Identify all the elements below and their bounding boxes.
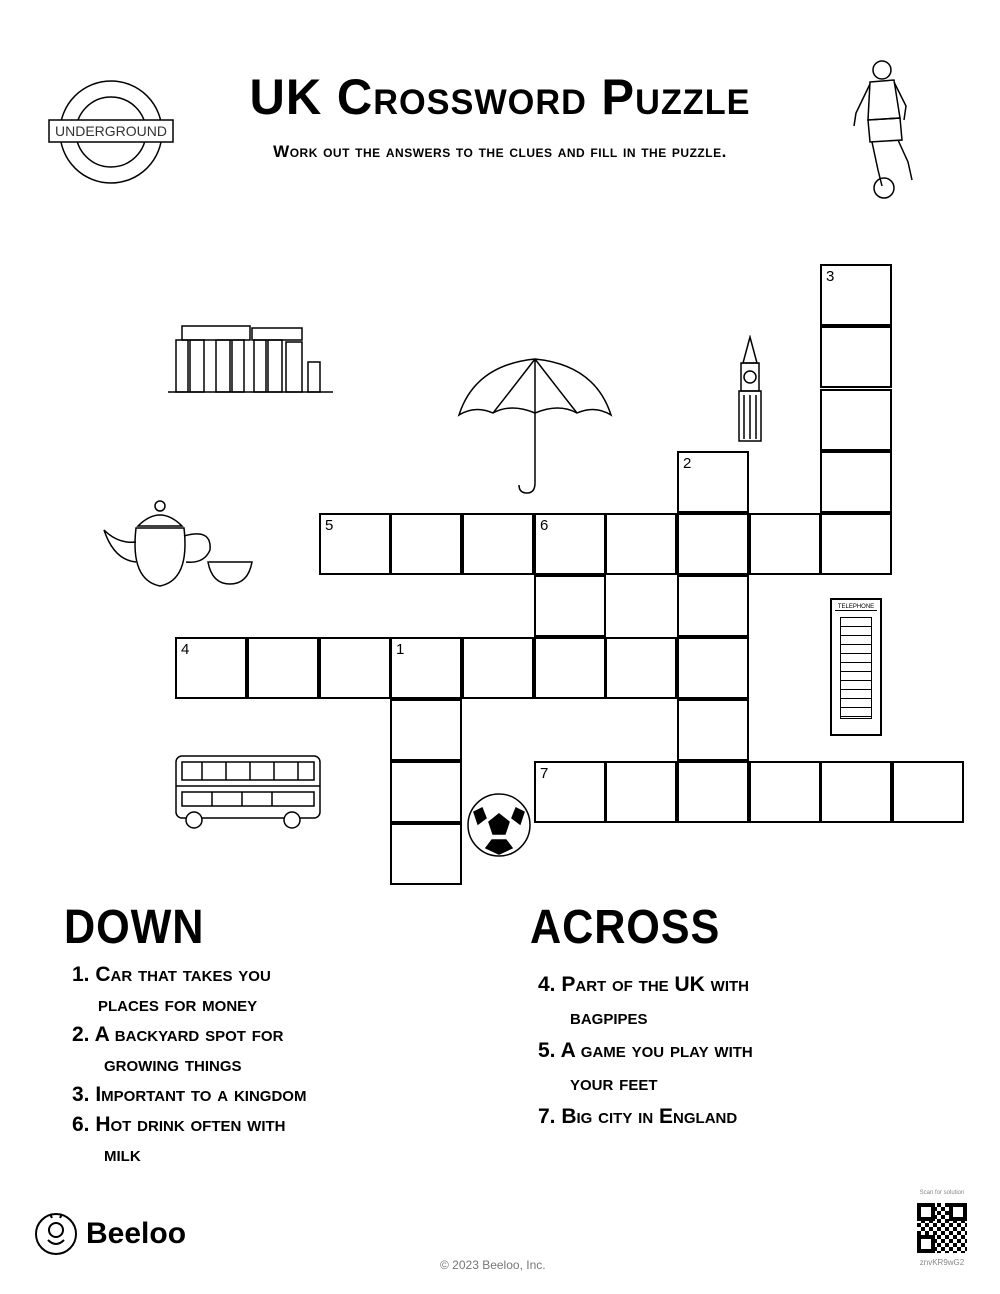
grid-cell[interactable] xyxy=(749,761,821,823)
across-heading: ACROSS xyxy=(530,901,721,954)
qr-code[interactable] xyxy=(917,1203,967,1253)
across-clue-7: 7. Big city in England xyxy=(538,1105,738,1128)
clue-number: 5 xyxy=(325,517,334,534)
grid-cell[interactable] xyxy=(605,513,677,575)
across-clue-5: 5. A game you play with your feet xyxy=(538,1039,753,1095)
across-clue-4: 4. Part of the UK with bagpipes xyxy=(538,973,750,1029)
down-clue-3: 3. Important to a kingdom xyxy=(72,1083,307,1106)
grid-cell[interactable] xyxy=(319,637,391,699)
footballer-illustration xyxy=(848,58,928,205)
grid-cell[interactable] xyxy=(390,699,462,761)
grid-cell[interactable] xyxy=(605,637,677,699)
grid-cell[interactable] xyxy=(390,761,462,823)
bus-illustration xyxy=(172,752,324,837)
grid-cell[interactable] xyxy=(462,513,534,575)
brand-name: Beeloo xyxy=(86,1217,187,1250)
grid-cell[interactable] xyxy=(820,451,892,513)
grid-cell[interactable] xyxy=(677,575,749,637)
beeloo-logo[interactable] xyxy=(34,1212,186,1256)
grid-cell[interactable] xyxy=(820,761,892,823)
grid-cell[interactable] xyxy=(390,637,462,699)
bee-icon xyxy=(34,1212,78,1256)
grid-cell[interactable] xyxy=(534,637,606,699)
soccer-ball-illustration xyxy=(466,792,532,863)
underground-logo xyxy=(48,78,174,186)
grid-cell[interactable] xyxy=(319,513,391,575)
instructions: Work out the answers to the clues and fill in the puzzle. xyxy=(273,142,727,161)
clue-number: 2 xyxy=(683,455,692,472)
grid-cell[interactable] xyxy=(820,264,892,326)
grid-cell[interactable] xyxy=(677,637,749,699)
clue-number: 7 xyxy=(540,765,549,782)
grid-cell[interactable] xyxy=(390,513,462,575)
grid-cell[interactable] xyxy=(677,699,749,761)
umbrella-illustration xyxy=(455,355,615,500)
grid-cell[interactable] xyxy=(534,513,606,575)
grid-cell[interactable] xyxy=(677,451,749,513)
clue-number: 1 xyxy=(396,641,405,658)
grid-cell[interactable] xyxy=(534,575,606,637)
down-clue-6: 6. Hot drink often with milk xyxy=(72,1113,286,1166)
teapot-illustration xyxy=(100,500,260,595)
copyright: © 2023 Beeloo, Inc. xyxy=(440,1258,546,1272)
qr-caption: Scan for solution xyxy=(919,1190,965,1196)
qr-code-id: znvKR9wG2 xyxy=(919,1258,965,1267)
grid-cell[interactable] xyxy=(247,637,319,699)
grid-cell[interactable] xyxy=(677,761,749,823)
big-ben-illustration xyxy=(735,335,765,448)
grid-cell[interactable] xyxy=(820,326,892,388)
grid-cell[interactable] xyxy=(534,761,606,823)
phone-box-illustration xyxy=(830,598,882,736)
clue-number: 3 xyxy=(826,268,835,285)
grid-cell[interactable] xyxy=(605,761,677,823)
grid-cell[interactable] xyxy=(892,761,964,823)
grid-cell[interactable] xyxy=(677,513,749,575)
page-title: UK Crossword Puzzle xyxy=(249,69,751,125)
down-heading: DOWN xyxy=(64,901,205,954)
stonehenge-illustration xyxy=(168,322,333,402)
logo-text: UNDERGROUND xyxy=(55,123,167,139)
across-clues xyxy=(538,968,753,1133)
grid-cell[interactable] xyxy=(175,637,247,699)
down-clue-1: 1. Car that takes you places for money xyxy=(72,963,271,1016)
phone-box-label: TELEPHONE xyxy=(835,604,877,611)
grid-cell[interactable] xyxy=(820,513,892,575)
grid-cell[interactable] xyxy=(390,823,462,885)
grid-cell[interactable] xyxy=(749,513,821,575)
down-clue-2: 2. A backyard spot for growing things xyxy=(72,1023,284,1076)
grid-cell[interactable] xyxy=(820,389,892,451)
clue-number: 4 xyxy=(181,641,190,658)
grid-cell[interactable] xyxy=(462,637,534,699)
clue-number: 6 xyxy=(540,517,549,534)
down-clues xyxy=(72,960,306,1170)
